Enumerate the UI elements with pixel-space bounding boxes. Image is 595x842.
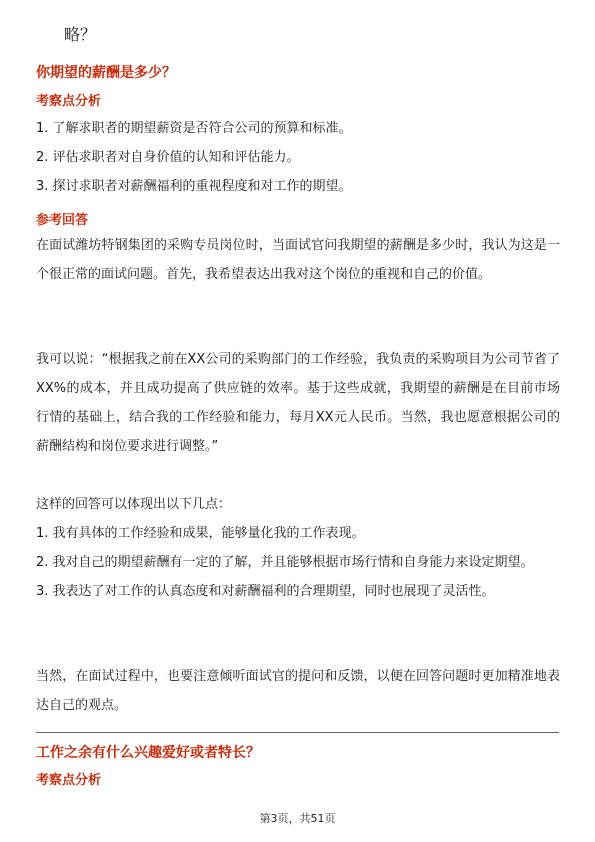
analysis-item: 1. 了解求职者的期望薪资是否符合公司的预算和标准。 — [36, 121, 352, 136]
answer-point: 2. 我对自己的期望薪酬有一定的了解，并且能够根据市场行情和自身能力来设定期望。 — [36, 555, 534, 570]
analysis-list — [36, 114, 561, 201]
analysis-heading: 考察点分析 — [36, 773, 102, 788]
page-number: 第3页，共51页 — [259, 812, 336, 825]
answer-points-list — [36, 519, 561, 606]
question-title: 工作之余有什么兴趣爱好或者特长？ — [36, 745, 260, 761]
analysis-item: 3. 探讨求职者对薪酬福利的重视程度和对工作的期望。 — [36, 179, 352, 194]
answer-heading: 参考回答 — [36, 213, 89, 228]
answer-point: 3. 我表达了对工作的认真态度和对薪酬福利的合理期望，同时也展现了灵活性。 — [36, 584, 495, 599]
answer-paragraph: 我可以说：“根据我之前在XX公司的采购部门的工作经验，我负责的采购项目为公司节省了XX%的成本，并且成功提高了供应链的效率。基于这些成就，我期望的薪酬是在目前市场行情的基础上，结合我的工作经验和能力，每月XX元人民币。当然，我也愿意根据公司的薪酬结构和岗位要求进行调整。” — [36, 352, 560, 454]
continuation-text: 略？ — [64, 25, 97, 44]
section-divider — [36, 732, 559, 733]
analysis-item: 2. 评估求职者对自身价值的认知和评估能力。 — [36, 150, 300, 165]
analysis-heading: 考察点分析 — [36, 94, 102, 109]
answer-paragraph: 这样的回答可以体现出以下几点： — [36, 497, 232, 512]
answer-point: 1. 我有具体的工作经验和成果，能够量化我的工作表现。 — [36, 526, 365, 541]
question-title: 你期望的薪酬是多少？ — [36, 65, 176, 81]
closing-paragraph: 当然，在面试过程中，也要注意倾听面试官的提问和反馈，以便在回答问题时更加精准地表达自己的观点。 — [36, 669, 560, 713]
answer-paragraph: 在面试潍坊特钢集团的采购专员岗位时，当面试官问我期望的薪酬是多少时，我认为这是一个很正常的面试问题。首先，我希望表达出我对这个岗位的重视和自己的价值。 — [36, 238, 560, 282]
